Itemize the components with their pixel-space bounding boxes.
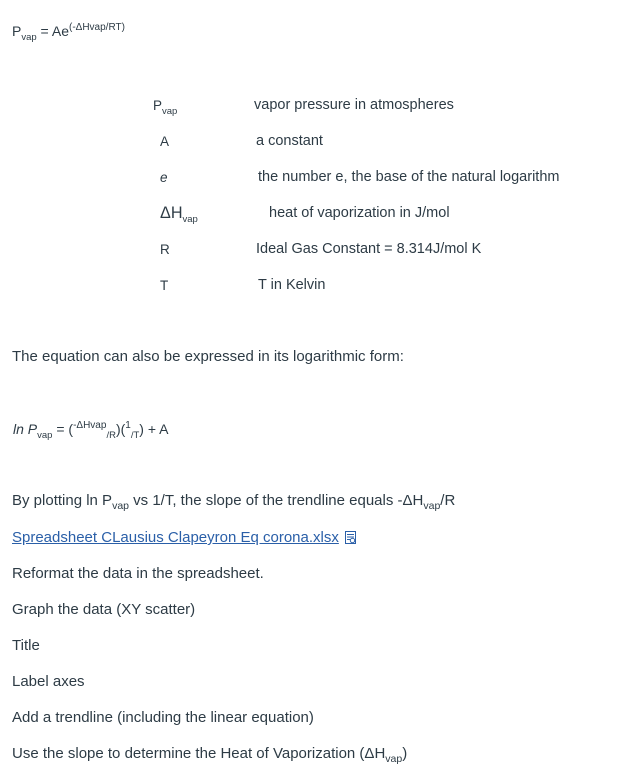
logarithmic-equation: $\ln P_{vap} = (^{-\Delta Hvap}_{/R})(^1_{/T}) + A$ (13, 420, 169, 441)
plot-instruction: By plotting $\ln P_{vap}$ vs 1/T, the slope of the trendline equals $-\Delta H_{vap}/R$ (12, 492, 456, 512)
var-symbol-a: A (160, 134, 170, 149)
step-label-axes: Label axes (12, 673, 85, 690)
step-graph: Graph the data (XY scatter) (12, 601, 196, 618)
var-desc-pvap: vapor pressure in atmospheres (254, 97, 454, 113)
eq-sign: = (36, 23, 52, 39)
spreadsheet-file-link[interactable]: Spreadsheet CLausius Clapeyron Eq corona.xlsx (12, 529, 339, 546)
var-desc-t: T in Kelvin (258, 277, 326, 293)
step-heat-of-vaporization: Use the slope to determine the Heat of Vaporization $(\Delta H_{vap})$ (12, 745, 408, 765)
var-symbol-e: e (160, 170, 168, 185)
file-link-row (12, 529, 356, 546)
var-desc-r: Ideal Gas Constant = 8.314J/mol K (256, 241, 482, 257)
var-symbol-t: T (160, 278, 169, 293)
eq-exponent: (-ΔHvap/RT) (68, 22, 125, 33)
var-symbol-dhvap: $\Delta H_{vap}$ (160, 204, 198, 225)
step-trendline: Add a trendline (including the linear equation) (12, 709, 314, 726)
eq-rhs: Ae (51, 23, 69, 39)
var-symbol-r: R (160, 242, 170, 257)
step-reformat: Reformat the data in the spreadsheet. (12, 565, 264, 582)
eq-lhs: P (12, 23, 22, 39)
eq-lhs-sub: vap (21, 32, 37, 43)
step-title: Title (12, 637, 40, 654)
var-desc-e: the number e, the base of the natural logarithm (258, 169, 560, 185)
var-desc-dhvap: heat of vaporization in J/mol (269, 205, 450, 221)
log-form-intro: The equation can also be expressed in its logarithmic form: (12, 348, 404, 365)
var-desc-a: a constant (256, 133, 323, 149)
clausius-clapeyron-equation (12, 22, 125, 43)
spreadsheet-preview-icon[interactable] (345, 531, 356, 544)
var-symbol-pvap: $P_{vap}$ (153, 98, 178, 117)
